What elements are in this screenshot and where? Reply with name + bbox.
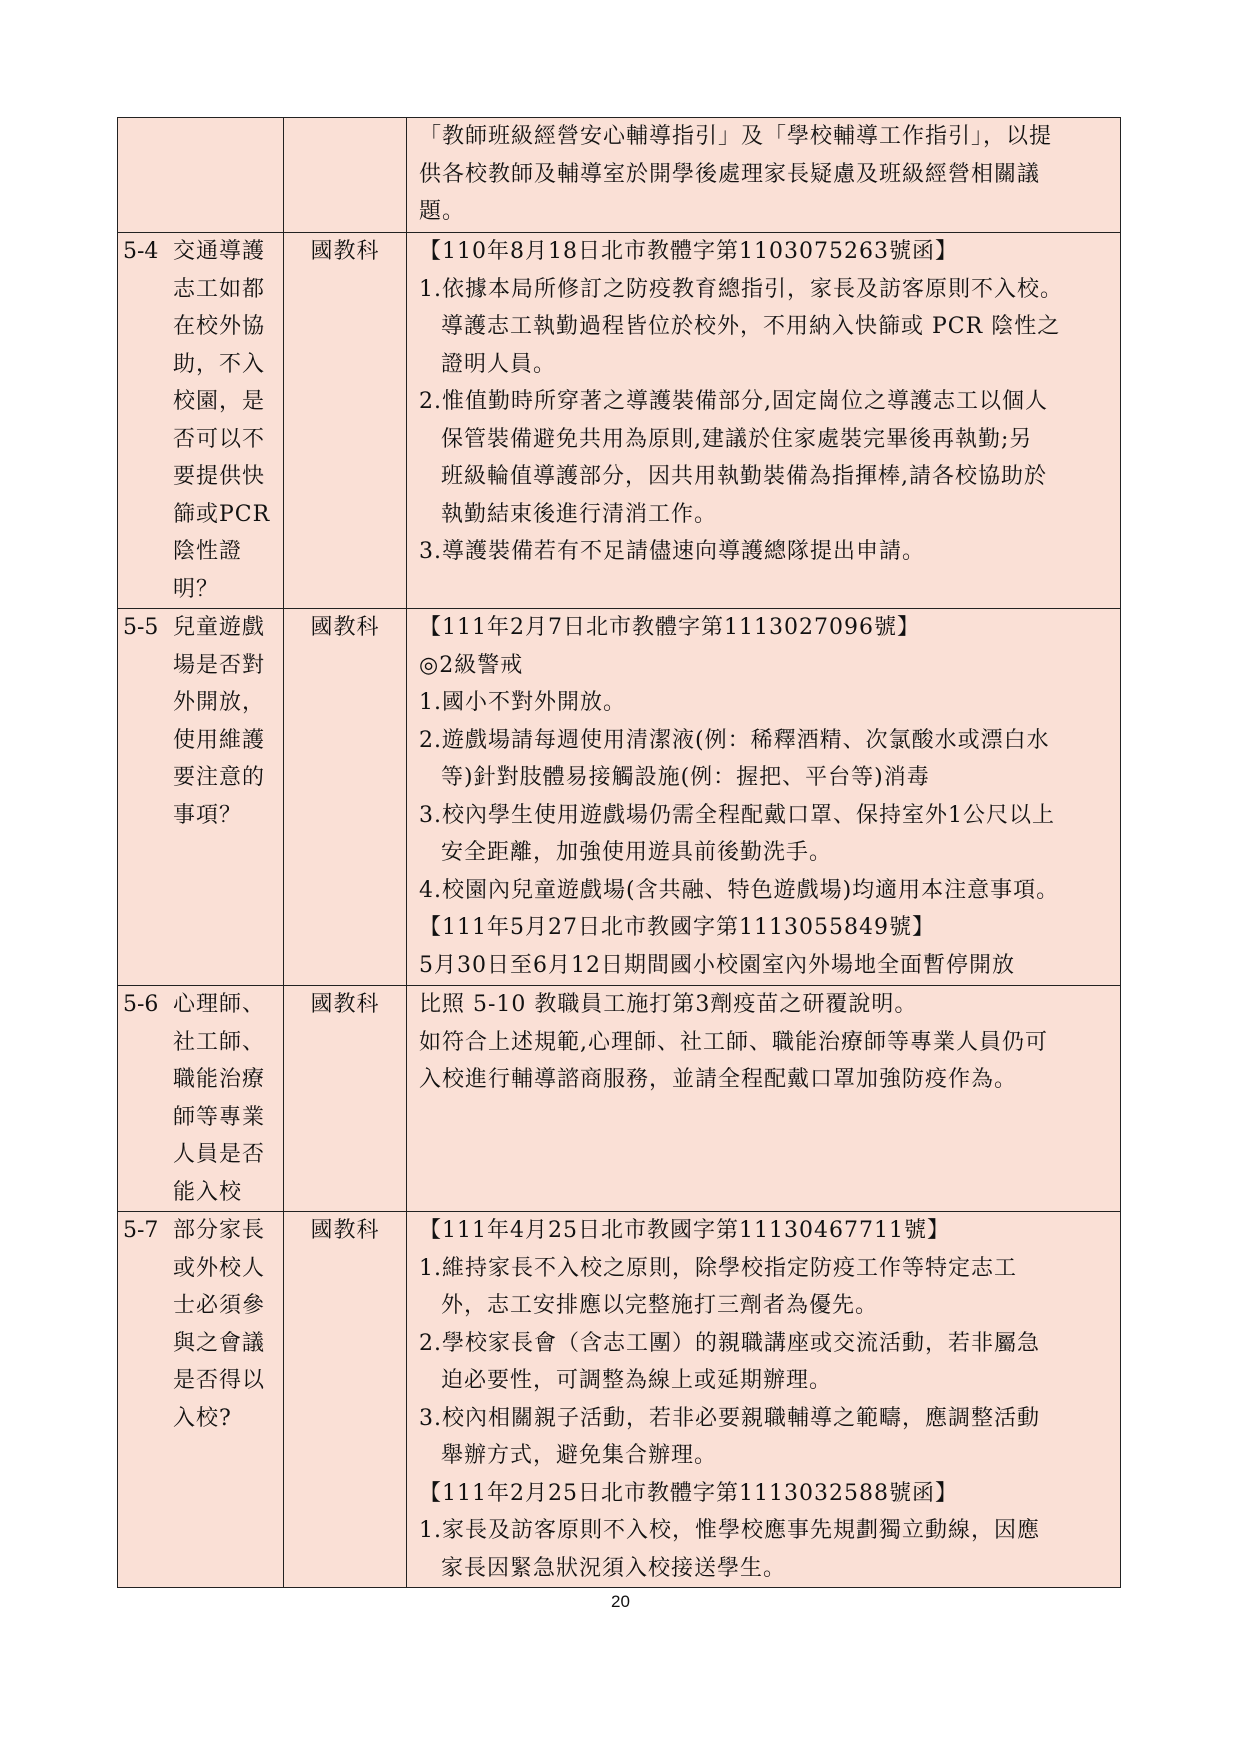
table-row bbox=[118, 609, 1121, 986]
answer-line: 「教師班級經營安心輔導指引」及「學校輔導工作指引」，以提 bbox=[419, 124, 1053, 149]
question-text: 心理師、社工師、職能治療師等專業人員是否能入校 bbox=[173, 992, 266, 1205]
table-row bbox=[118, 118, 1121, 233]
question-cell bbox=[118, 1212, 284, 1588]
answer-line: 外，志工安排應以完整施打三劑者為優先。 bbox=[441, 1293, 879, 1318]
answer-line: 保管裝備避免共用為原則,建議於住家處裝完畢後再執勤;另 bbox=[441, 426, 1033, 452]
answer-cell bbox=[407, 1212, 1121, 1588]
question-number: 5-4 bbox=[123, 239, 159, 264]
answer-line: 等)針對肢體易接觸設施(例：握把、平台等)消毒 bbox=[441, 765, 930, 790]
faq-table bbox=[117, 117, 1121, 1588]
answer-line: 【111年2月25日北市教體字第1113032588號函】 bbox=[419, 1480, 958, 1506]
answer-line: 供各校教師及輔導室於開學後處理家長疑慮及班級經營相關議 bbox=[419, 161, 1041, 187]
question-cell bbox=[118, 233, 284, 609]
answer-line: 1.維持家長不入校之原則，除學校指定防疫工作等特定志工 bbox=[419, 1255, 1017, 1281]
answer-line: 【111年2月7日北市教體字第1113027096號】 bbox=[419, 615, 920, 640]
table-row bbox=[118, 1212, 1121, 1588]
answer-line: 【111年5月27日北市教國字第1113055849號】 bbox=[419, 915, 935, 940]
answer-line: 1.家長及訪客原則不入校，惟學校應事先規劃獨立動線，因應 bbox=[419, 1518, 1040, 1543]
answer-line: 【111年4月25日北市教國字第11130467711號】 bbox=[419, 1218, 950, 1243]
question-text: 交通導護志工如都在校外協助，不入校園，是否可以不要提供快篩或PCR陰性證明？ bbox=[173, 239, 271, 602]
answer-line: 家長因緊急狀況須入校接送學生。 bbox=[441, 1555, 787, 1581]
unit-cell: 國教科 bbox=[284, 609, 407, 986]
answer-line: 迫必要性，可調整為線上或延期辦理。 bbox=[441, 1368, 833, 1393]
answer-line: 2.學校家長會（含志工團）的親職講座或交流活動，若非屬急 bbox=[419, 1330, 1040, 1356]
answer-line: ◎2級警戒 bbox=[419, 652, 524, 678]
table-row bbox=[118, 233, 1121, 609]
answer-line: 舉辦方式，避免集合辦理。 bbox=[441, 1443, 718, 1468]
answer-line: 1.國小不對外開放。 bbox=[419, 690, 626, 715]
question-text: 部分家長或外校人士必須參與之會議是否得以入校? bbox=[173, 1218, 266, 1431]
question-cell bbox=[118, 118, 284, 233]
answer-line: 如符合上述規範,心理師、社工師、職能治療師等專業人員仍可 bbox=[419, 1029, 1048, 1055]
answer-cell bbox=[407, 233, 1121, 609]
answer-line: 2.遊戲場請每週使用清潔液(例：稀釋酒精、次氯酸水或漂白水 bbox=[419, 727, 1050, 753]
question-number: 5-6 bbox=[123, 992, 159, 1017]
unit-cell: 國教科 bbox=[284, 233, 407, 609]
unit-cell: 國教科 bbox=[284, 986, 407, 1212]
answer-line: 5月30日至6月12日期間國小校園室內外場地全面暫停開放 bbox=[419, 952, 1015, 978]
answer-line: 入校進行輔導諮商服務，並請全程配戴口罩加強防疫作為。 bbox=[419, 1067, 1018, 1092]
answer-line: 導護志工執勤過程皆位於校外，不用納入快篩或 PCR 陰性之 bbox=[441, 314, 1061, 339]
unit-cell: 國教科 bbox=[284, 1212, 407, 1588]
table-row bbox=[118, 986, 1121, 1212]
answer-line: 比照 5-10 教職員工施打第3劑疫苗之研覆說明。 bbox=[419, 992, 918, 1017]
question-number: 5-7 bbox=[123, 1218, 159, 1243]
question-text: 兒童遊戲場是否對外開放，使用維護要注意的事項？ bbox=[173, 615, 266, 828]
answer-line: 3.校內相關親子活動，若非必要親職輔導之範疇，應調整活動 bbox=[419, 1405, 1040, 1431]
answer-line: 證明人員。 bbox=[441, 351, 557, 377]
answer-line: 3.導護裝備若有不足請儘速向導護總隊提出申請。 bbox=[419, 539, 925, 564]
answer-line: 安全距離，加強使用遊具前後勤洗手。 bbox=[441, 840, 833, 865]
answer-cell bbox=[407, 609, 1121, 986]
answer-line: 3.校內學生使用遊戲場仍需全程配戴口罩、保持室外1公尺以上 bbox=[419, 802, 1055, 828]
answer-line: 4.校園內兒童遊戲場(含共融、特色遊戲場)均適用本注意事項。 bbox=[419, 877, 1060, 903]
page-number: 20 bbox=[611, 1592, 630, 1611]
answer-cell bbox=[407, 118, 1121, 233]
faq-table-body bbox=[118, 118, 1121, 1588]
answer-line: 2.惟值勤時所穿著之導護裝備部分,固定崗位之導護志工以個人 bbox=[419, 389, 1048, 414]
question-cell bbox=[118, 609, 284, 986]
unit-cell bbox=[284, 118, 407, 233]
question-cell bbox=[118, 986, 284, 1212]
answer-line: 【110年8月18日北市教體字第1103075263號函】 bbox=[419, 239, 958, 264]
answer-line: 班級輪值導護部分，因共用執勤裝備為指揮棒,請各校協助於 bbox=[441, 464, 1047, 489]
answer-line: 1.依據本局所修訂之防疫教育總指引，家長及訪客原則不入校。 bbox=[419, 276, 1063, 302]
answer-cell bbox=[407, 986, 1121, 1212]
answer-line: 題。 bbox=[419, 199, 466, 224]
answer-line: 執勤結束後進行清消工作。 bbox=[441, 501, 718, 527]
question-number: 5-5 bbox=[123, 615, 159, 640]
